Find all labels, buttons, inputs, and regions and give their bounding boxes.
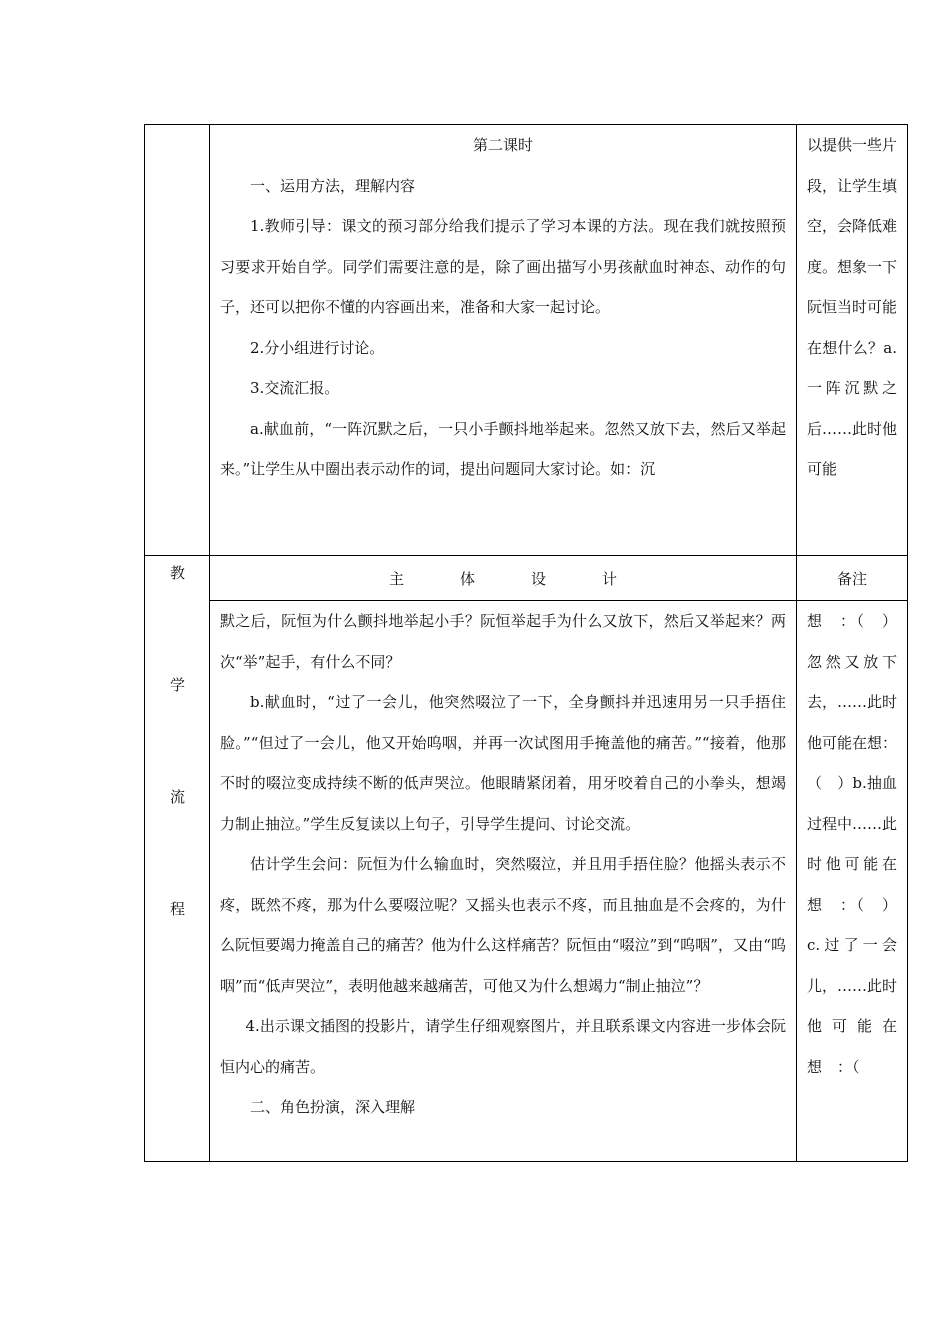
- header-char: 体: [459, 569, 475, 588]
- section-heading: 二、角色扮演，深入理解: [250, 1098, 416, 1116]
- paragraph: b.献血时，“过了一会儿，他突然啜泣了一下，全身颤抖并迅速用另一只手捂住脸。”“但过了一会儿，他又开始呜咽，并再一次试图用手掩盖他的痛苦。”“接着，他那不时的啜泣变成持续不断的低声哭泣。他眼睛紧闭着，用牙咬着自己的小拳头，想竭力制止抽泣。”学生反复读以上句子，引导学生提问、讨论交流。: [220, 693, 786, 833]
- paragraph: 3.交流汇报。: [250, 379, 340, 397]
- flow-label-char: 教: [169, 564, 185, 582]
- flow-label-char: 学: [169, 676, 185, 694]
- top-main-cell: [210, 125, 797, 556]
- bottom-notes-cell: [797, 601, 908, 1162]
- header-char: 设: [531, 569, 547, 588]
- paragraph: 1.教师引导：课文的预习部分给我们提示了学习本课的方法。现在我们就按照预习要求开始自学。同学们需要注意的是，除了画出描写小男孩献血时神态、动作的句子，还可以把你不懂的内容画出来，准备和大家一起讨论。: [220, 217, 786, 316]
- flow-label-char: 程: [169, 900, 185, 918]
- left-empty-cell: [145, 125, 210, 556]
- paragraph: 默之后，阮恒为什么颤抖地举起小手？阮恒举起手为什么又放下，然后又举起来？两次“举”起手，有什么不同？: [220, 612, 786, 671]
- paragraph: a.献血前，“一阵沉默之后，一只小手颤抖地举起来。忽然又放下去，然后又举起来。”让学生从中圈出表示动作的词，提出问题同大家讨论。如：沉: [220, 419, 786, 478]
- flow-label-cell: [145, 556, 210, 1162]
- paragraph: 估计学生会问：阮恒为什么输血时，突然啜泣，并且用手捂住脸？他摇头表示不疼，既然不疼，那为什么要啜泣呢？又摇头也表示不疼，而且抽血是不会疼的，为什么阮恒要竭力掩盖自己的痛苦？他为什么这样痛苦？阮恒由“啜泣”到“呜咽”，又由“呜咽”而“低声哭泣”，表明他越来越痛苦，可他又为什么想竭力“制止抽泣”？: [220, 855, 786, 995]
- lesson-plan-table: [144, 124, 908, 1162]
- lesson-title: 第二课时: [472, 136, 533, 154]
- paragraph: 4.出示课文插图的投影片，请学生仔细观察图片，并且联系课文内容进一步体会阮恒内心的痛苦。: [220, 1017, 786, 1076]
- main-design-header: [210, 556, 797, 601]
- top-notes-cell: [797, 125, 908, 556]
- notes-text: 以提供一些片段，让学生填空，会降低难度。想象一下阮恒当时可能在想什么？a.一阵沉默之后……此时他可能: [807, 136, 898, 478]
- header-char: 主: [388, 569, 404, 588]
- bottom-main-cell: [210, 601, 797, 1162]
- bottom-row: [145, 601, 908, 1162]
- remarks-header: 备注: [797, 556, 908, 601]
- header-row: [145, 556, 908, 601]
- paragraph: 2.分小组进行讨论。: [250, 338, 385, 357]
- notes-text: 想 ：（ ）忽然又放下去，……此时他可能在想：（ ）b.抽血过程中……此时他可能在想 ：（ ）c.过了一会儿，……此时他可能在想 ：（: [807, 612, 898, 1076]
- top-row: [145, 125, 908, 556]
- flow-label-char: 流: [169, 788, 185, 806]
- section-heading: 一、运用方法，理解内容: [250, 176, 416, 195]
- header-char: 计: [602, 569, 618, 588]
